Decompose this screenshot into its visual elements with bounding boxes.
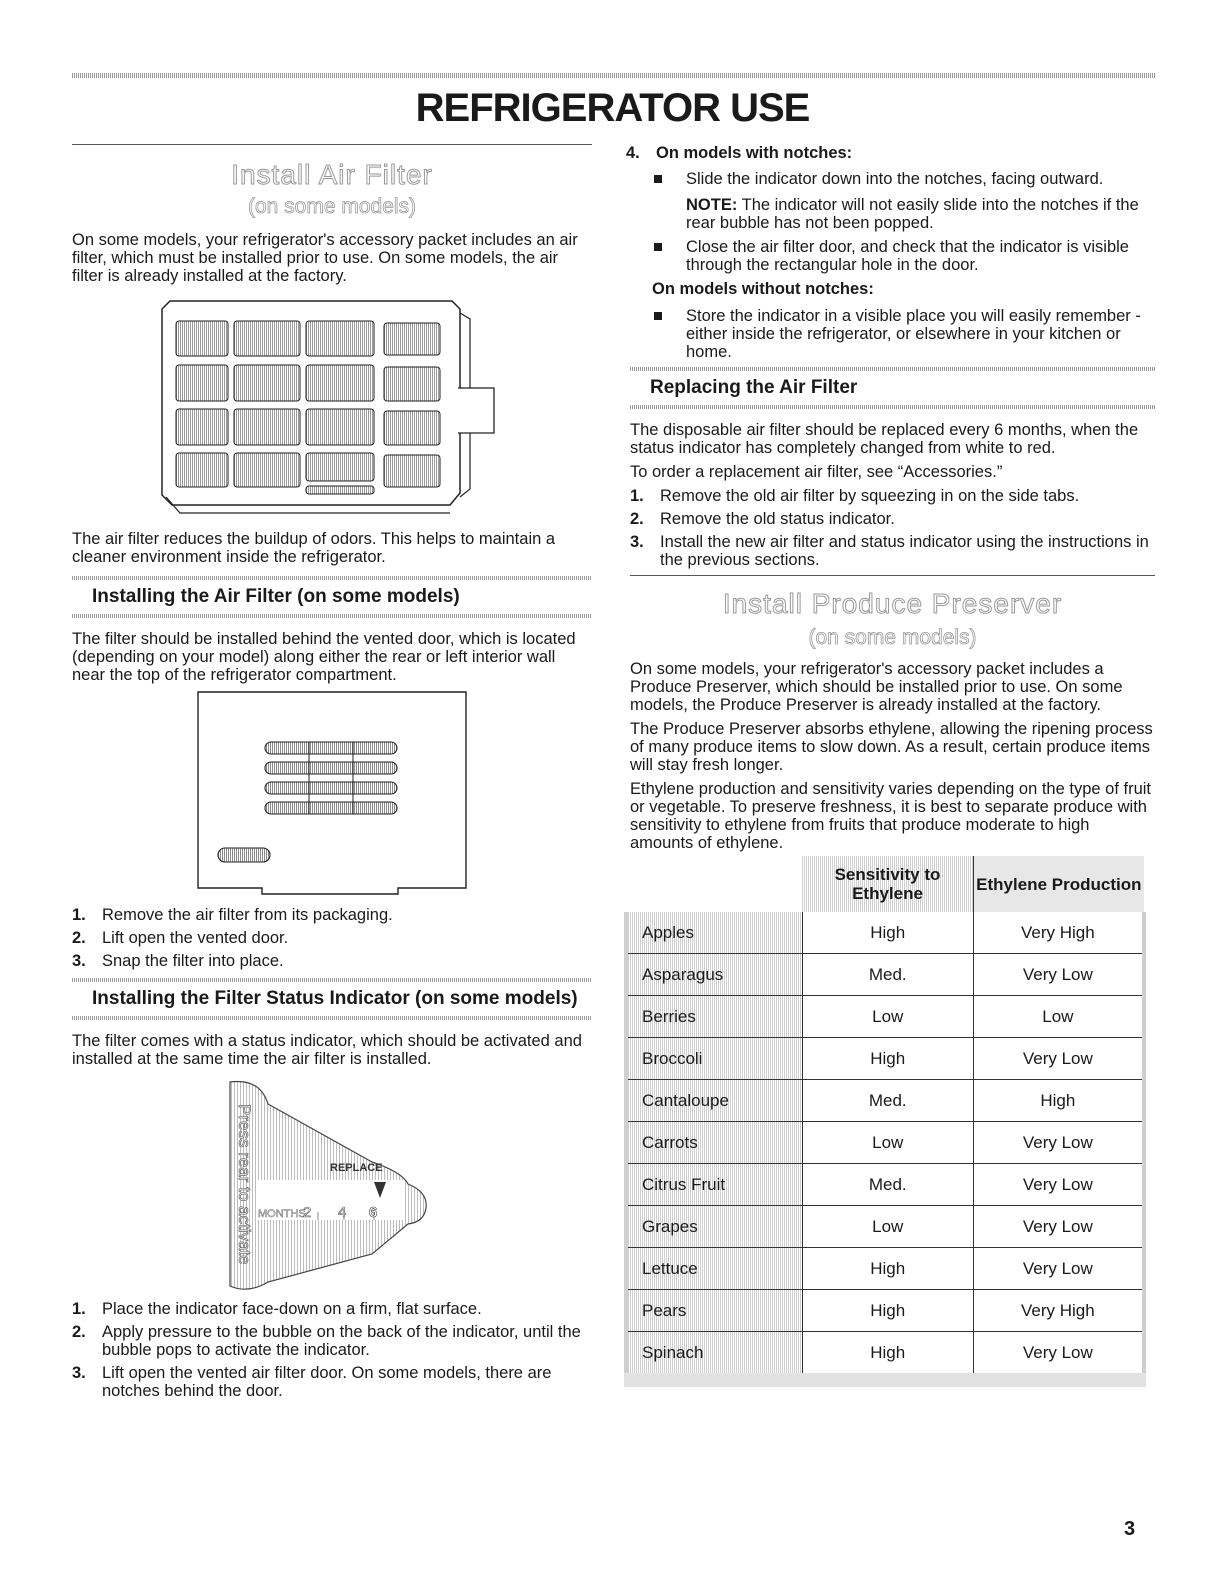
table-row [626,1206,1144,1248]
list-item: 2. Apply pressure to the bubble on the back of the indicator, until the bubble pops to activate the indicator. [72,1323,581,1359]
replacing-text-2: To order a replacement air filter, see “Accessories.” [630,463,1003,481]
produce-name-cell: Grapes [626,1206,802,1248]
dotted-rule [630,367,1155,371]
table-row [626,954,1144,996]
list-item: 3. Snap the filter into place. [72,952,284,970]
sensitivity-cell: Med. [802,1164,973,1206]
produce-name-cell: Broccoli [626,1038,802,1080]
production-cell: Very Low [973,1164,1144,1206]
list-item: Slide the indicator down into the notches, facing outward. NOTE: The indicator will not easily slide into the notches if the rear bubble has not been popped. [630,170,1155,232]
filter-status-indicator-heading: Installing the Filter Status Indicator (on some models) [92,988,578,1009]
replace-steps-list [630,487,1155,569]
produce-name-cell: Lettuce [626,1248,802,1290]
section-rule [72,144,592,145]
air-filter-figure [72,293,592,518]
replacing-text-1: The disposable air filter should be replaced every 6 months, when the status indicator has completely changed from white to red. [630,421,1139,457]
production-cell: Very Low [973,1332,1144,1381]
air-filter-illustration [72,293,592,518]
table-row [626,1332,1144,1381]
table-header-sensitivity: Sensitivity to Ethylene [802,856,973,912]
sensitivity-cell: High [802,1038,973,1080]
step-4-heading: On models with notches: [656,144,853,162]
replace-label: REPLACE [330,1162,383,1174]
table-row [626,1248,1144,1290]
production-cell: Very Low [973,1038,1144,1080]
air-filter-section-subtitle: (on some models) [247,195,417,218]
production-cell: Very Low [973,1248,1144,1290]
production-cell: High [973,1080,1144,1122]
produce-preserver-section-title: Install Produce Preserver [722,588,1063,619]
sensitivity-cell: Med. [802,954,973,996]
produce-name-cell: Spinach [626,1332,802,1381]
table-row [626,912,1144,954]
list-item: 3. Install the new air filter and status indicator using the instructions in the previous sections. [630,533,1149,569]
list-item: 1. Remove the air filter from its packaging. [72,906,393,924]
month-2: 2 [303,1204,312,1221]
table-header-production: Ethylene Production [973,856,1144,912]
sensitivity-cell: High [802,1248,973,1290]
list-item: Close the air filter door, and check that the indicator is visible through the rectangular hole in the door. [630,238,1155,274]
sensitivity-cell: High [802,912,973,954]
dotted-rule [630,405,1155,409]
sensitivity-cell: Low [802,1206,973,1248]
status-indicator-illustration [72,1074,592,1296]
ethylene-table [624,856,1146,1387]
sensitivity-cell: High [802,1290,973,1332]
table-row [626,1080,1144,1122]
air-filter-section-title: Install Air Filter [231,159,433,190]
production-cell: Very High [973,912,1144,954]
vented-door-figure [72,688,592,896]
produce-name-cell: Pears [626,1290,802,1332]
dotted-rule [72,614,592,618]
table-header-blank [626,856,802,912]
produce-name-cell: Berries [626,996,802,1038]
dotted-rule [72,1016,592,1020]
step-4-num: 4. [626,144,640,162]
table-row [626,1290,1144,1332]
list-item: 1. Remove the old air filter by squeezing in on the side tabs. [630,487,1080,505]
table-row [626,996,1144,1038]
list-item: 1. Place the indicator face-down on a firm, flat surface. [72,1300,482,1318]
table-row [626,1038,1144,1080]
sensitivity-cell: Med. [802,1080,973,1122]
indicator-steps-list [72,1300,592,1400]
no-notch-heading: On models without notches: [652,280,874,298]
installing-air-filter-heading: Installing the Air Filter (on some models) [92,586,460,607]
air-filter-intro: On some models, your refrigerator's accessory packet includes an air filter, which must be installed prior to use. On some models, the air filter is already installed at the factory. [72,231,578,285]
produce-name-cell: Citrus Fruit [626,1164,802,1206]
production-cell: Very Low [973,1122,1144,1164]
page-title: REFRIGERATOR USE [415,86,810,130]
produce-paragraph-2: The Produce Preserver absorbs ethylene, allowing the ripening process of many produce items to slow down. As a result, certain produce items will stay fresh longer. [630,720,1153,774]
produce-name-cell: Cantaloupe [626,1080,802,1122]
sensitivity-cell: Low [802,1122,973,1164]
sensitivity-cell: High [802,1332,973,1381]
replacing-air-filter-heading: Replacing the Air Filter [650,377,858,398]
produce-name-cell: Carrots [626,1122,802,1164]
production-cell: Very Low [973,954,1144,996]
produce-paragraph-3: Ethylene production and sensitivity varies depending on the type of fruit or vegetable. To preserve freshness, it is best to separate produce with sensitivity to ethylene from fruits that produce moderate to high amounts of ethylene. [630,780,1151,852]
list-item: Store the indicator in a visible place you will easily remember - either inside the refrigerator, or elsewhere in your kitchen or home. [630,307,1155,361]
dotted-rule [72,576,592,580]
page-number: 3 [1124,1518,1136,1540]
top-dotted-rule [72,73,1155,78]
production-cell: Very High [973,1290,1144,1332]
no-notch-bullets [630,307,1155,361]
produce-paragraph-1: On some models, your refrigerator's accessory packet includes a Produce Preserver, which should be installed prior to use. On some models, the Produce Preserver is already installed at the factory. [630,660,1123,714]
filter-status-indicator-text: The filter comes with a status indicator, which should be activated and installed at the same time the air filter is installed. [72,1032,582,1068]
section-rule [630,575,1155,576]
left-column [72,140,592,1405]
table-row [626,1122,1144,1164]
note: NOTE: The indicator will not easily slide into the notches if the rear bubble has not been popped. [686,196,1139,232]
air-filter-reduces-text: The air filter reduces the buildup of odors. This helps to maintain a cleaner environment inside the refrigerator. [72,530,556,566]
step-4 [626,144,1155,162]
sensitivity-cell: Low [802,996,973,1038]
right-column [626,140,1155,1387]
installing-air-filter-text: The filter should be installed behind the vented door, which is located (depending on your model) along either the rear or left interior wall near the top of the refrigerator compartment. [72,630,576,684]
press-rear-text: Press rear to activate [235,1104,254,1265]
month-4: 4 [338,1204,347,1221]
produce-name-cell: Asparagus [626,954,802,996]
months-label: MONTHS [258,1208,306,1220]
produce-name-cell: Apples [626,912,802,954]
status-indicator-figure [72,1074,592,1296]
list-item: 2. Lift open the vented door. [72,929,289,947]
notch-bullets [630,170,1155,274]
month-6: 6 [369,1204,378,1221]
dotted-rule [72,978,592,982]
table-row [626,1164,1144,1206]
list-item: 2. Remove the old status indicator. [630,510,895,528]
table-body [626,912,1144,1380]
install-steps-list [72,906,592,970]
vented-door-illustration [72,688,592,896]
produce-preserver-section-subtitle: (on some models) [808,626,977,649]
production-cell: Very Low [973,1206,1144,1248]
production-cell: Low [973,996,1144,1038]
list-item: 3. Lift open the vented air filter door. On some models, there are notches behind the door. [72,1364,552,1400]
